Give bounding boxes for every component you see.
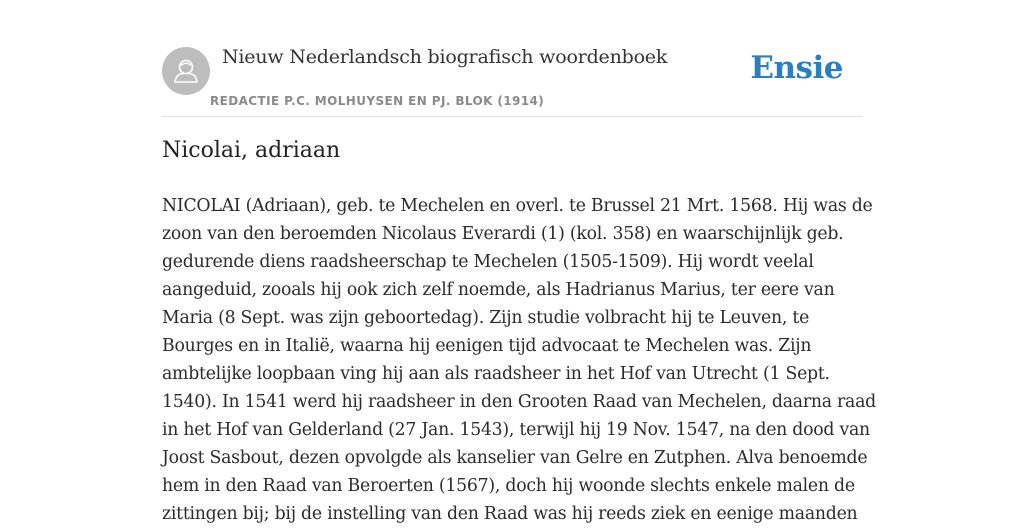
ensie-logo[interactable]: Ensie [750, 50, 843, 86]
entry-line: Maria (8 Sept. was zijn geboortedag). Zijn studie volbracht hij te Leuven, te [162, 308, 810, 328]
entry-body [162, 192, 876, 528]
entry-line: Joost Sasbout, dezen opvolgde als kanselier van Gelre en Zutphen. Alva benoemde [162, 448, 868, 468]
user-silhouette-icon [162, 47, 210, 95]
entry-line: 1540). In 1541 werd hij raadsheer in den Grooten Raad van Mechelen, daarna raad [162, 392, 876, 412]
header [162, 40, 862, 117]
entry-line: zoon van den beroemden Nicolaus Everardi (1) (kol. 358) en waarschijnlijk geb. [162, 224, 844, 244]
entry-line: Bourges en in Italië, waarna hij eenigen tijd advocaat te Mechelen was. Zijn [162, 336, 812, 356]
avatar [162, 47, 210, 95]
entry-line: gedurende diens raadsheerschap te Mechelen (1505-1509). Hij wordt veelal [162, 252, 814, 272]
entry-line: in het Hof van Gelderland (27 Jan. 1543), terwijl hij 19 Nov. 1547, na den dood van [162, 420, 870, 440]
entry-line: hem in den Raad van Beroerten (1567), doch hij woonde slechts enkele malen de [162, 476, 855, 496]
entry-line: ambtelijke loopbaan ving hij aan als raadsheer in het Hof van Utrecht (1 Sept. [162, 364, 830, 384]
editors-credit: REDACTIE P.C. MOLHUYSEN EN PJ. BLOK (1914) [210, 94, 545, 108]
entry-line: aangeduid, zooals hij ook zich zelf noemde, als Hadrianus Marius, ter eere van [162, 280, 835, 300]
book-title[interactable]: Nieuw Nederlandsch biografisch woordenboek [222, 46, 668, 68]
entry-line: zittingen bij; bij de instelling van den Raad was hij reeds ziek en eenige maanden [162, 504, 858, 524]
entry-title: Nicolai, adriaan [162, 138, 341, 163]
entry-line: NICOLAI (Adriaan), geb. te Mechelen en overl. te Brussel 21 Mrt. 1568. Hij was de [162, 196, 873, 216]
